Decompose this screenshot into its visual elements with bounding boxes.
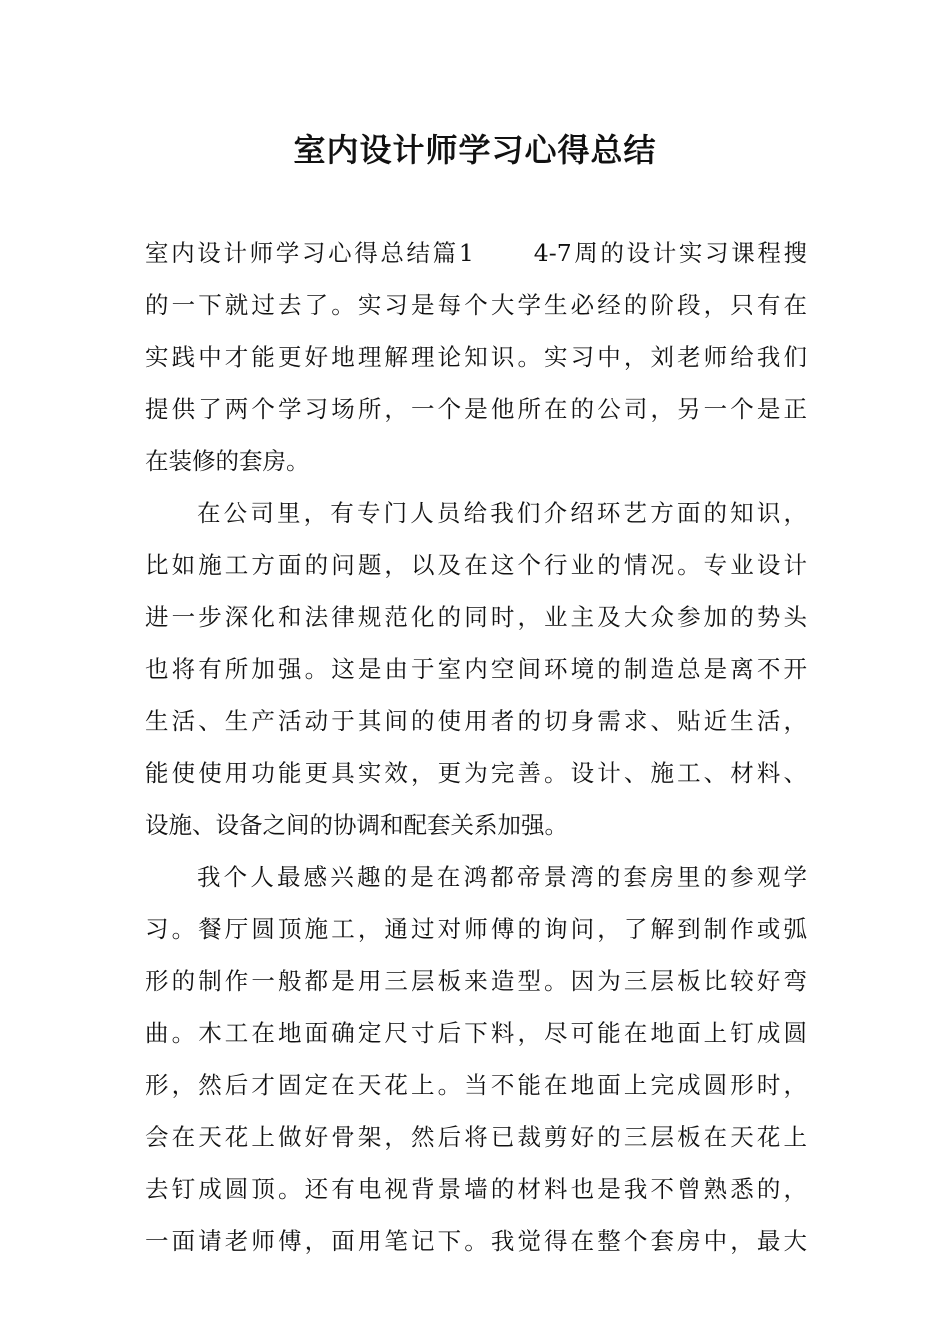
document-body xyxy=(145,227,807,1267)
paragraph-3-line-7: 去钉成圆顶。还有电视背景墙的材料也是我不曾熟悉的， xyxy=(145,1175,807,1203)
paragraph-3-line-5: 形，然后才固定在天花上。当不能在地面上完成圆形时， xyxy=(145,1071,807,1099)
paragraph-3-line-1: 我个人最感兴趣的是在鸿都帝景湾的套房里的参观学 xyxy=(197,863,807,891)
paragraph-3-line-6: 会在天花上做好骨架，然后将已裁剪好的三层板在天花上 xyxy=(145,1123,807,1151)
page-title: 室内设计师学习心得总结 xyxy=(293,131,657,169)
paragraph-2-line-7: 设施、设备之间的协调和配套关系加强。 xyxy=(145,811,568,839)
paragraph-1-line-1 xyxy=(145,227,807,279)
paragraph-1-line-1-text: 4-7周的设计实习课程搜 xyxy=(533,239,807,267)
paragraph-1-line-4: 提供了两个学习场所，一个是他所在的公司，另一个是正 xyxy=(145,395,807,423)
paragraph-2-line-3: 进一步深化和法律规范化的同时，业主及大众参加的势头 xyxy=(145,603,807,631)
paragraph-1-line-3: 实践中才能更好地理解理论知识。实习中，刘老师给我们 xyxy=(145,343,807,371)
section-heading: 室内设计师学习心得总结篇1 xyxy=(145,239,474,267)
paragraph-2-line-2: 比如施工方面的问题，以及在这个行业的情况。专业设计 xyxy=(145,551,807,579)
paragraph-2-line-1: 在公司里，有专门人员给我们介绍环艺方面的知识， xyxy=(197,499,807,527)
paragraph-2-line-6: 能使使用功能更具实效，更为完善。设计、施工、材料、 xyxy=(145,759,807,787)
paragraph-3-line-2: 习。餐厅圆顶施工，通过对师傅的询问，了解到制作或弧 xyxy=(145,915,807,943)
paragraph-3-line-8: 一面请老师傅，面用笔记下。我觉得在整个套房中，最大 xyxy=(145,1227,807,1255)
paragraph-2-line-5: 生活、生产活动于其间的使用者的切身需求、贴近生活， xyxy=(145,707,807,735)
paragraph-3-line-3: 形的制作一般都是用三层板来造型。因为三层板比较好弯 xyxy=(145,967,807,995)
paragraph-2-line-4: 也将有所加强。这是由于室内空间环境的制造总是离不开 xyxy=(145,655,807,683)
paragraph-1-line-2: 的一下就过去了。实习是每个大学生必经的阶段，只有在 xyxy=(145,291,807,319)
paragraph-1-line-5: 在装修的套房。 xyxy=(145,447,310,475)
paragraph-3-line-4: 曲。木工在地面确定尺寸后下料，尽可能在地面上钉成圆 xyxy=(145,1019,807,1047)
